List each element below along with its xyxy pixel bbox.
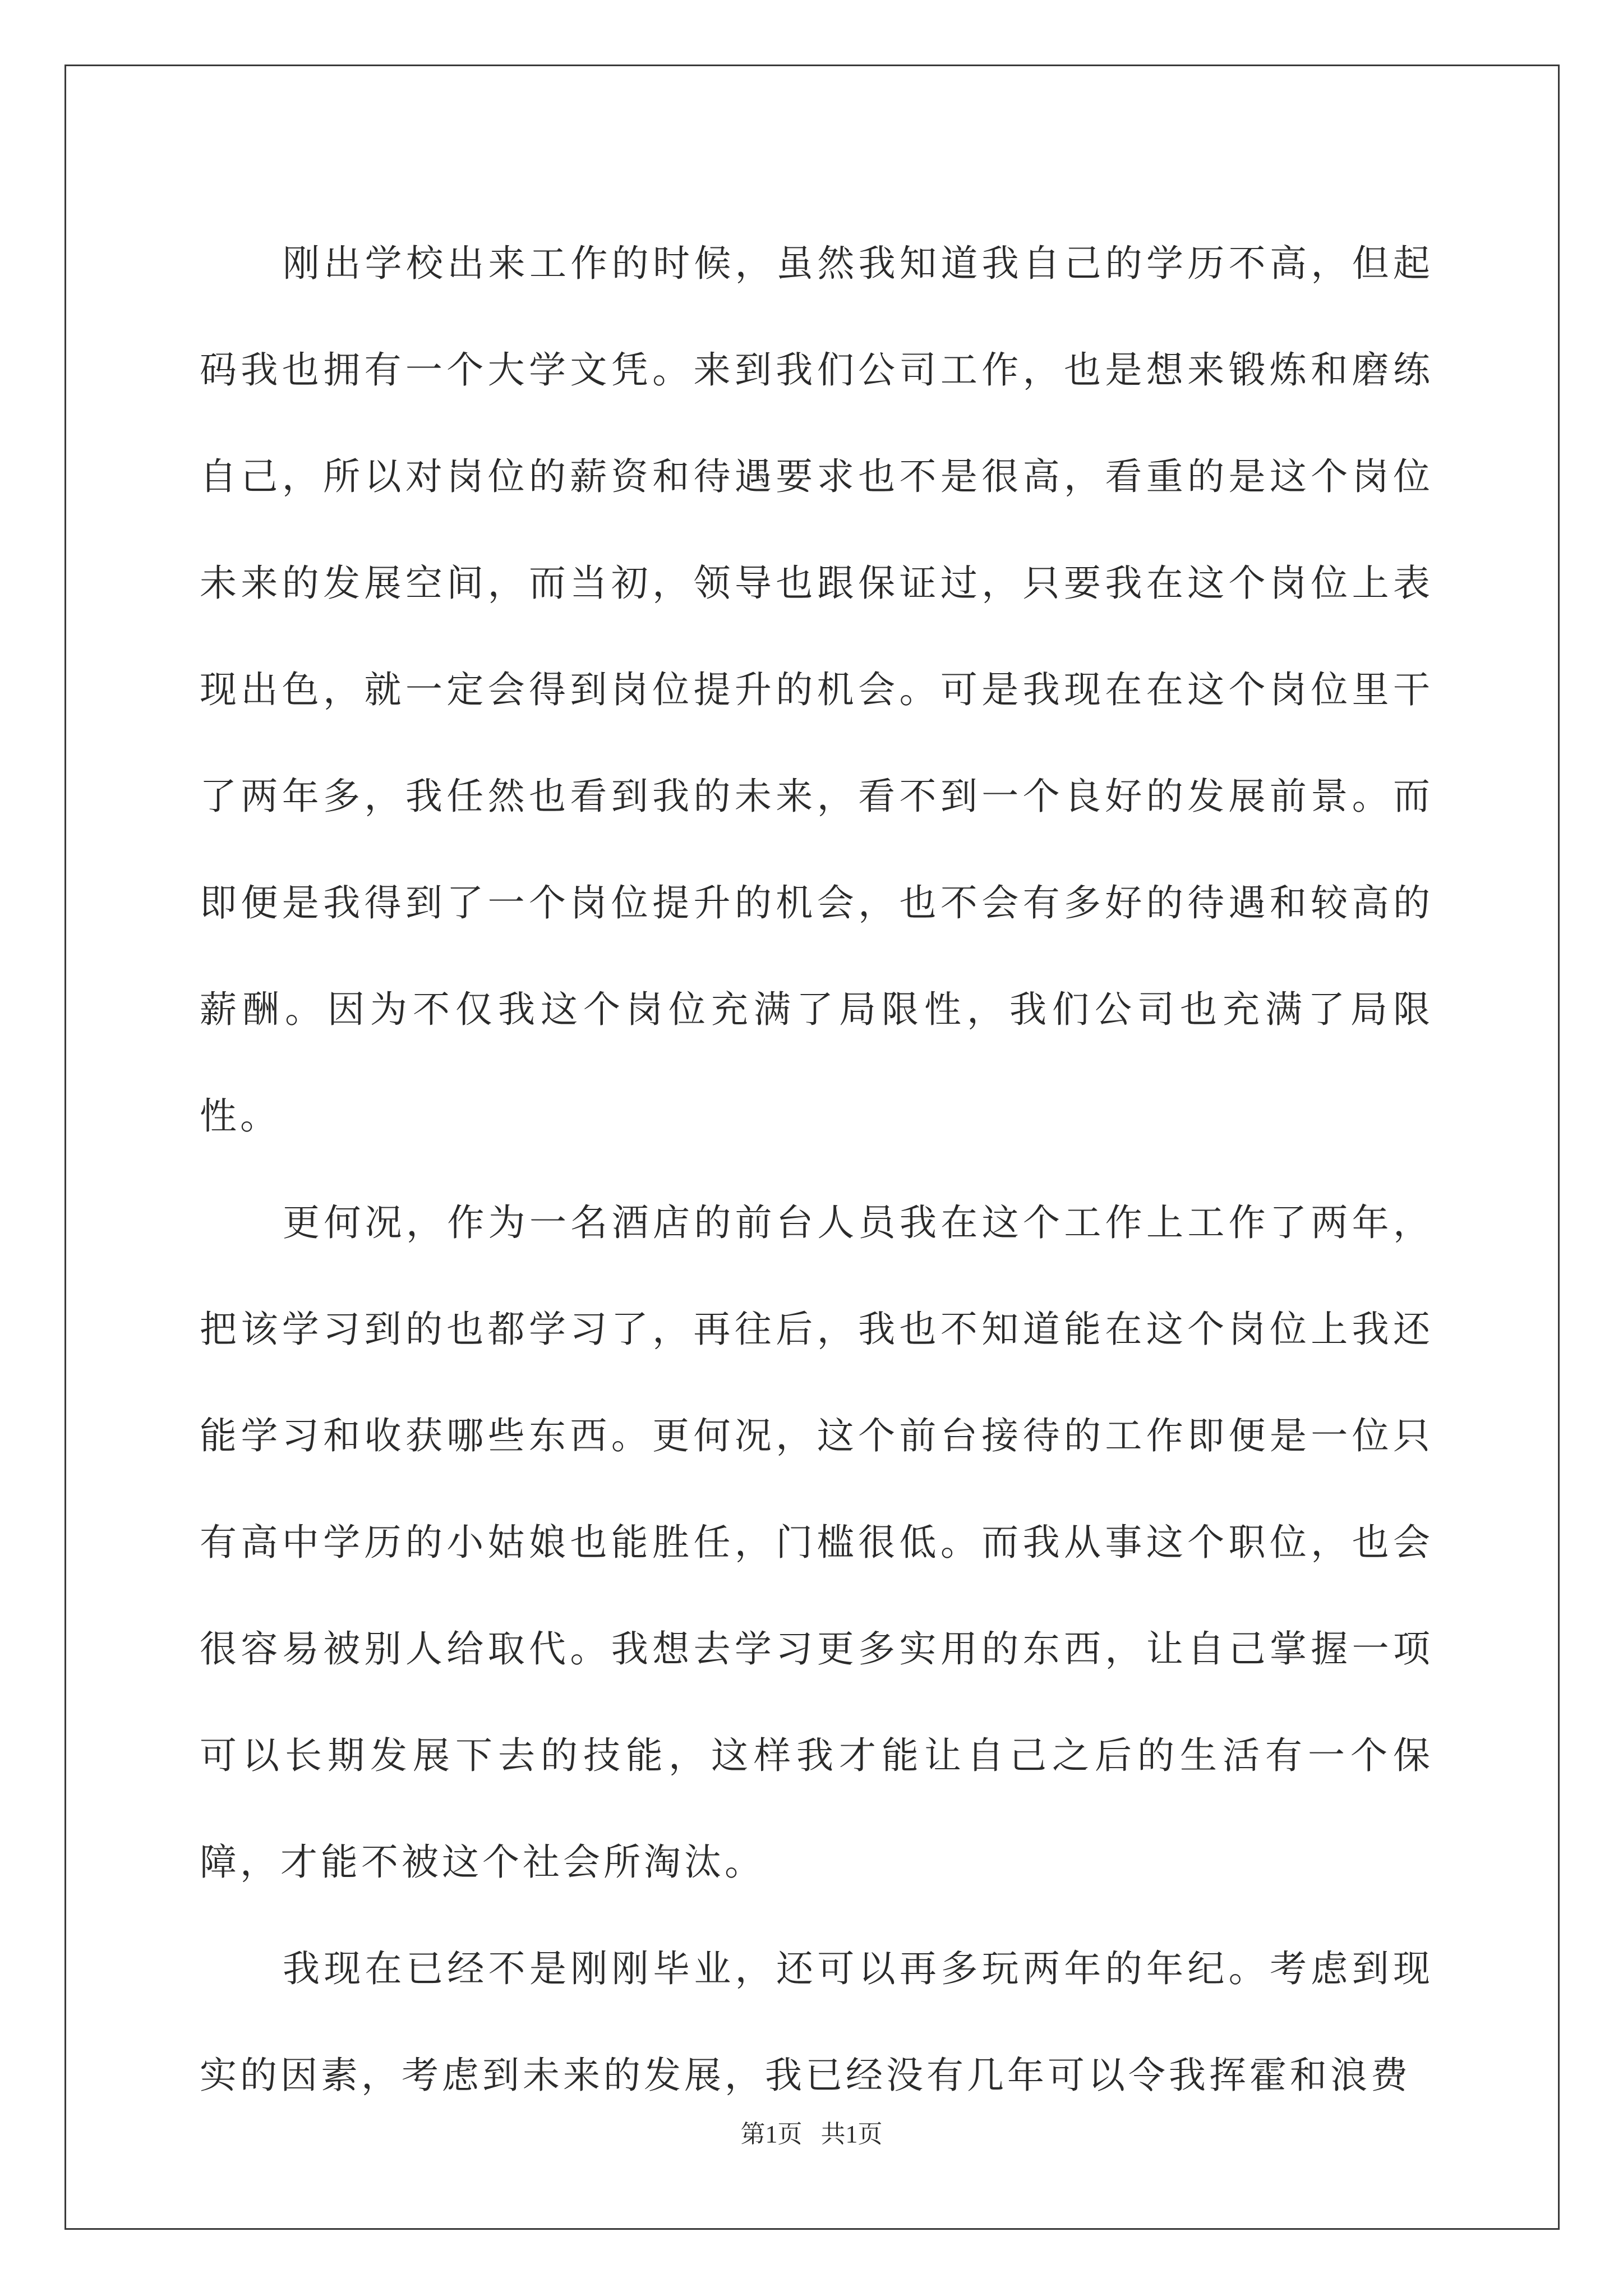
document-body (200, 210, 1433, 2129)
paragraph-2: 更何况，作为一名酒店的前台人员我在这个工作上工作了两年，把该学习到的也都学习了，再往后，我也不知道能在这个岗位上我还能学习和收获哪些东西。更何况，这个前台接待的工作即便是一位只有高中学历的小姑娘也能胜任，门槛很低。而我从事这个职位，也会很容易被别人给取代。我想去学习更多实用的东西，让自己掌握一项可以长期发展下去的技能，这样我才能让自己之后的生活有一个保障，才能不被这个社会所淘汰。 (200, 1201, 1433, 1884)
paragraph-1: 刚出学校出来工作的时候，虽然我知道我自己的学历不高，但起码我也拥有一个大学文凭。来到我们公司工作，也是想来锻炼和磨练自己，所以对岗位的薪资和待遇要求也不是很高，看重的是这个岗位未来的发展空间，而当初，领导也跟保证过，只要我在这个岗位上表现出色，就一定会得到岗位提升的机会。可是我现在在这个岗位里干了两年多，我任然也看到我的未来，看不到一个良好的发展前景。而即便是我得到了一个岗位提升的机会，也不会有多好的待遇和较高的薪酬。因为不仅我这个岗位充满了局限性，我们公司也充满了局限性。 (200, 242, 1433, 1138)
paragraph-3: 我现在已经不是刚刚毕业，还可以再多玩两年的年纪。考虑到现实的因素，考虑到未来的发展，我已经没有几年可以令我挥霍和浪费 (200, 1947, 1433, 2097)
page-number-footer: 第1页 共1页 (740, 2120, 883, 2148)
